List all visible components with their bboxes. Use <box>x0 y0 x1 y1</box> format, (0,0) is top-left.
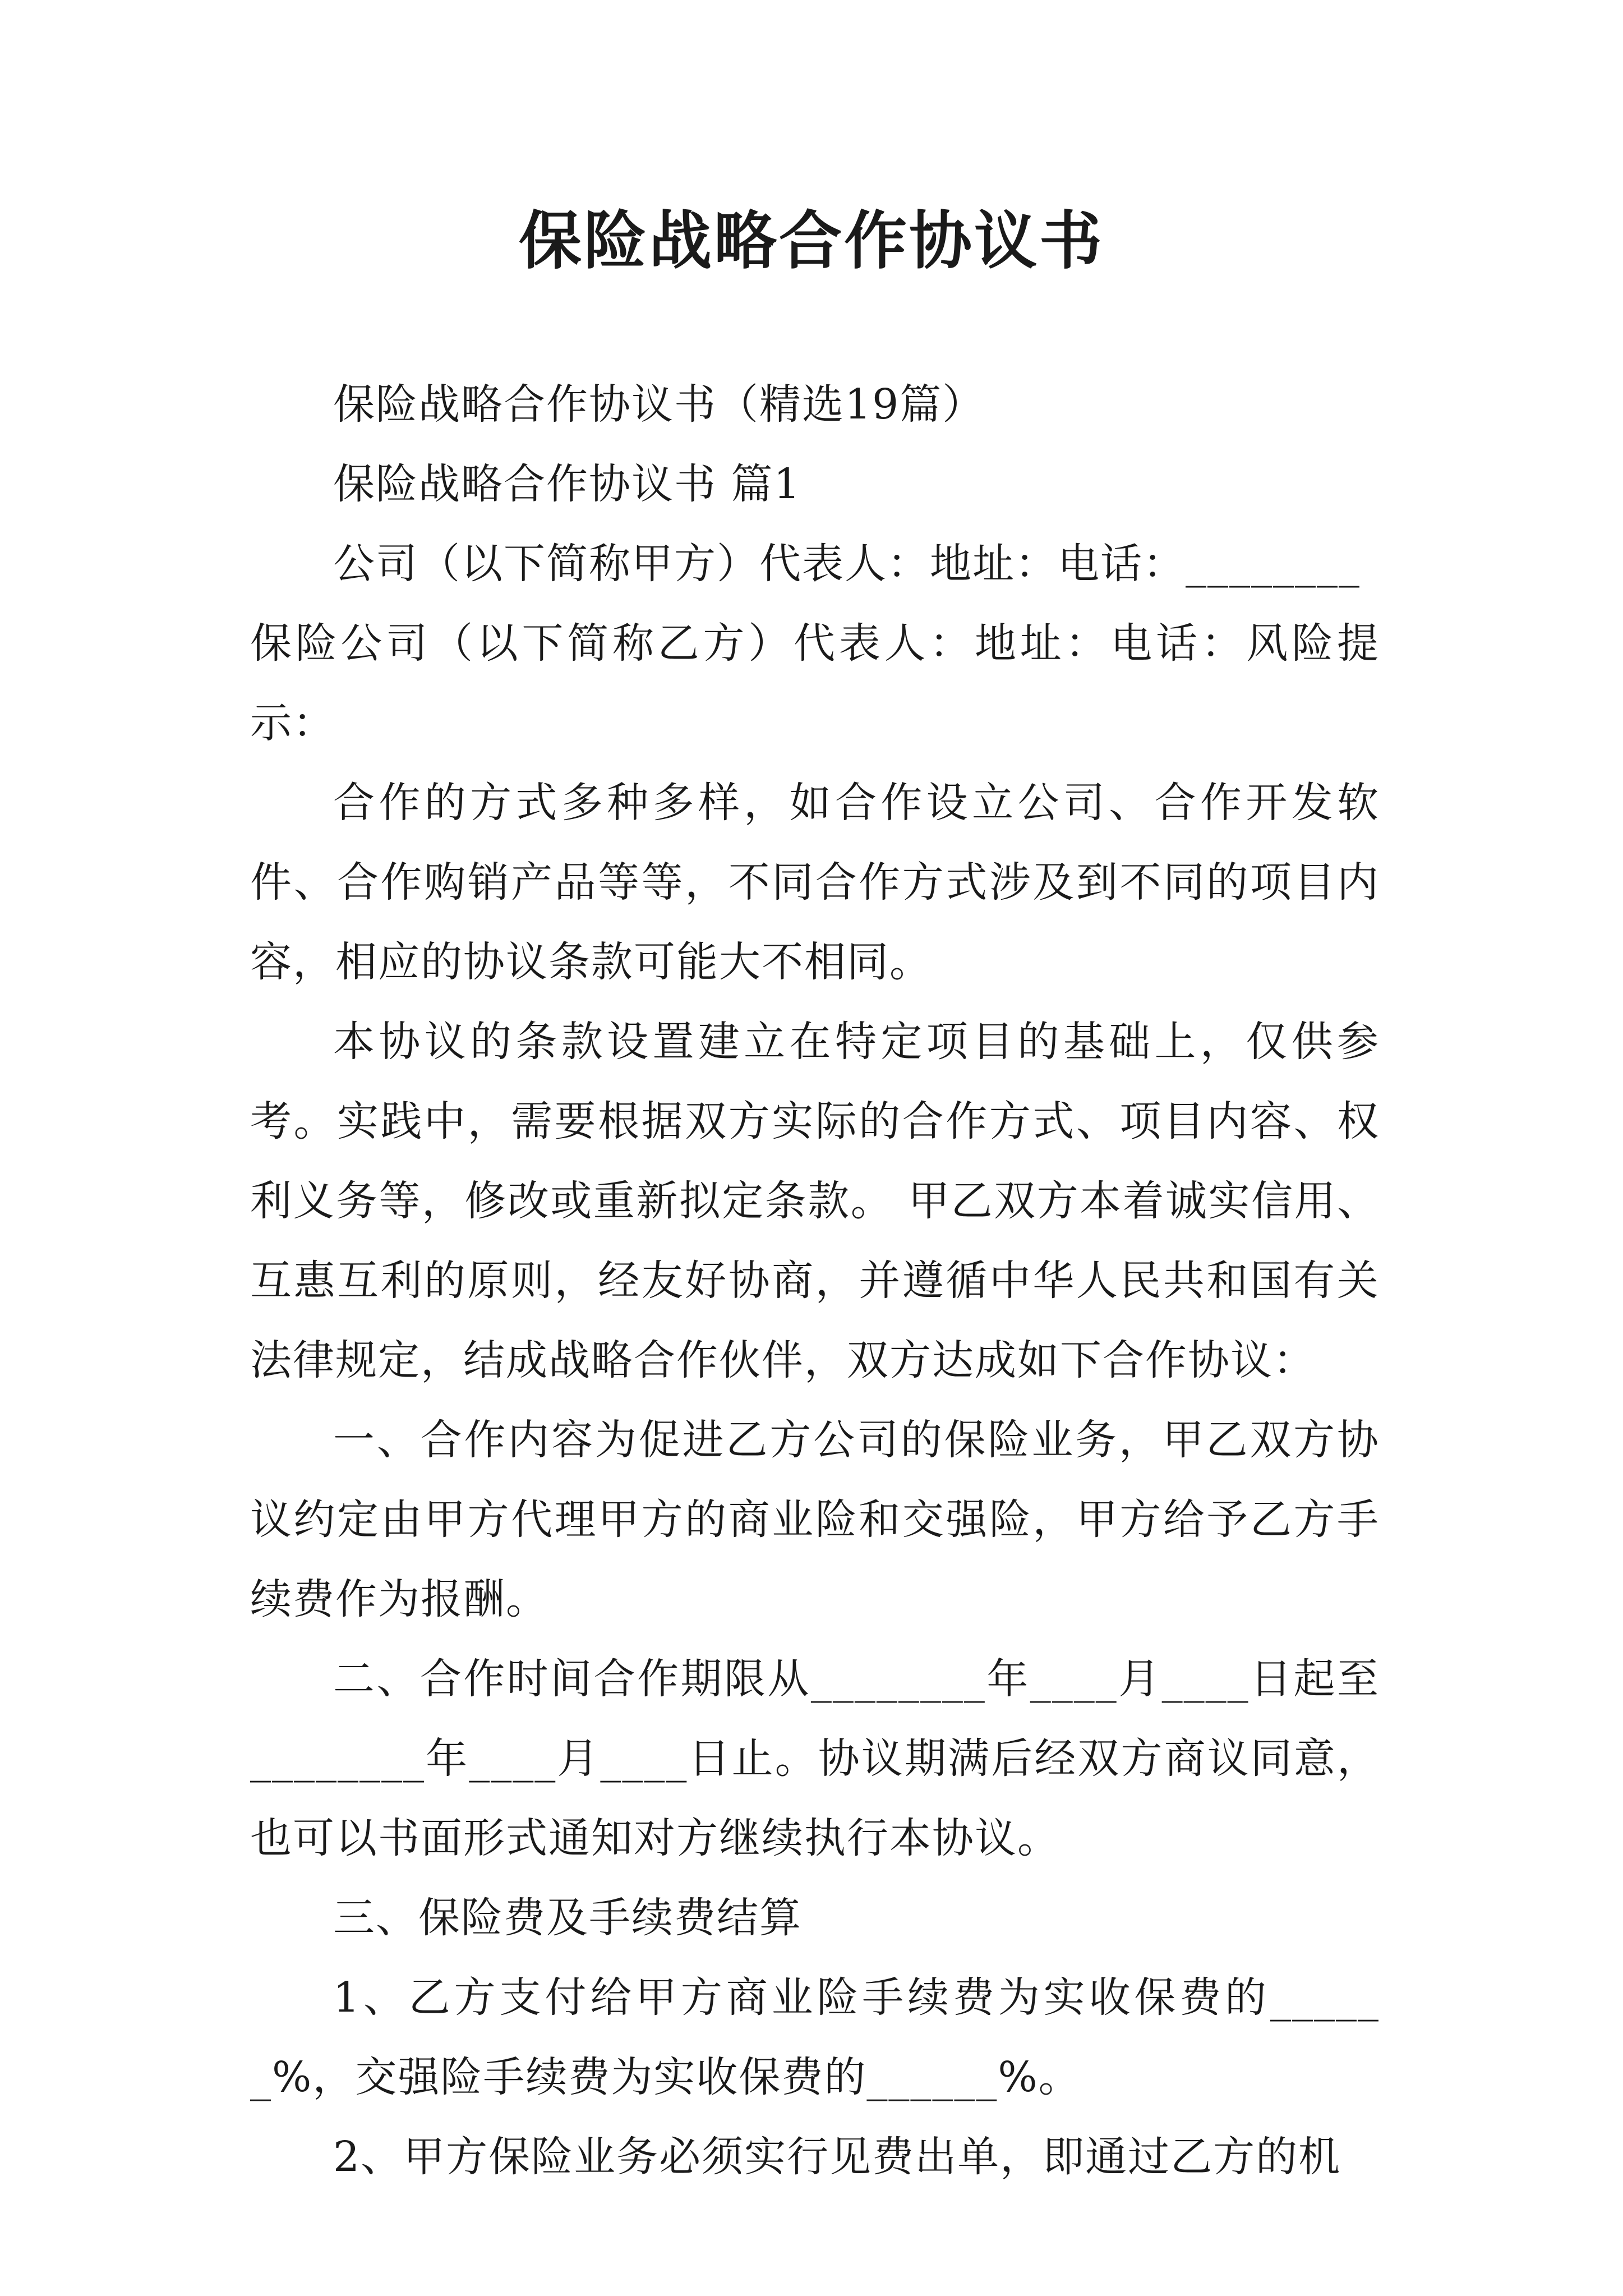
paragraph-section-heading: 保险战略合作协议书 篇1 <box>333 460 801 508</box>
paragraph-subtitle: 保险战略合作协议书（精选19篇） <box>333 380 985 429</box>
paragraph-clause-1: 一、合作内容为促进乙方公司的保险业务，甲乙双方协议约定由甲方代理甲方的商业险和交强险，甲方给予乙方手续费作为报酬。 <box>250 1416 1380 1623</box>
document-body <box>250 365 1380 2197</box>
paragraph-preamble: 本协议的条款设置建立在特定项目的基础上，仅供参考。实践中，需要根据双方实际的合作方式、项目内容、权利义务等，修改或重新拟定条款。 甲乙双方本着诚实信用、互惠互利的原则，经友好协商，并遵循中华人民共和国有关法律规定，结成战略合作伙伴，双方达成如下合作协议： <box>250 1018 1380 1384</box>
paragraph-clause-3-heading: 三、保险费及手续费结算 <box>333 1894 802 1942</box>
paragraph-clause-3-2: 2、甲方保险业务必须实行见费出单，即通过乙方的机 <box>333 2133 1341 2181</box>
paragraph-party-a: 公司（以下简称甲方）代表人：地址：电话：________ <box>333 540 1361 588</box>
paragraph-party-b: 保险公司（以下简称乙方）代表人：地址：电话：风险提示： <box>250 619 1380 747</box>
document-title: 保险战略合作协议书 <box>519 204 1104 278</box>
paragraph-clause-3-1: 1、乙方支付给甲方商业险手续费为实收保费的______%，交强险手续费为实收保费的______%。 <box>250 1973 1380 2101</box>
paragraph-clause-2: 二、合作时间合作期限从________年____月____日起至________年____月____日止。协议期满后经双方商议同意，也可以书面形式通知对方继续执行本协议。 <box>250 1655 1380 1862</box>
paragraph-risk-note: 合作的方式多种多样，如合作设立公司、合作开发软件、合作购销产品等等，不同合作方式涉及到不同的项目内容，相应的协议条款可能大不相同。 <box>250 779 1380 986</box>
